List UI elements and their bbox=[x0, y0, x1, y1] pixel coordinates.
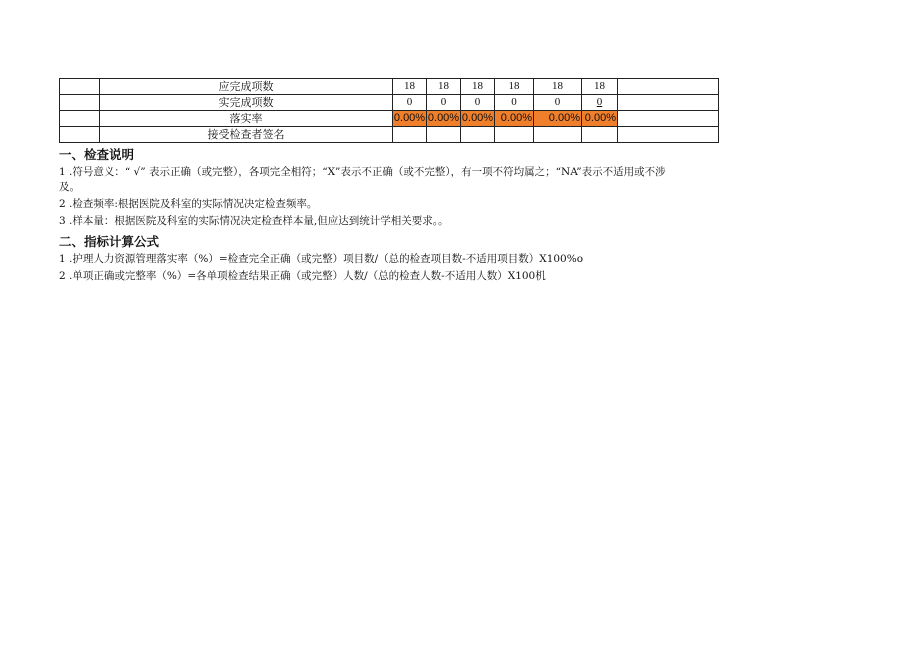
table-cell: 18 bbox=[534, 79, 582, 95]
notes-section bbox=[59, 146, 759, 286]
table-cell bbox=[60, 127, 100, 143]
table-cell bbox=[618, 95, 719, 111]
rate-cell: 0.00% bbox=[427, 111, 461, 127]
signature-cell[interactable] bbox=[495, 127, 534, 143]
signature-cell[interactable] bbox=[461, 127, 495, 143]
table-cell bbox=[618, 79, 719, 95]
table-cell bbox=[60, 79, 100, 95]
note-item: 3 .样本量：根据医院及科室的实际情况决定检查样本量,但应达到统计学相关要求。。 bbox=[59, 215, 449, 227]
table-cell: 18 bbox=[427, 79, 461, 95]
table-cell: 0 bbox=[495, 95, 534, 111]
rate-cell: 0.00% bbox=[534, 111, 582, 127]
rate-cell: 0.00% bbox=[582, 111, 618, 127]
table-row-signature bbox=[60, 127, 719, 143]
signature-cell[interactable] bbox=[582, 127, 618, 143]
table-cell: 18 bbox=[495, 79, 534, 95]
table-cell: 0 bbox=[427, 95, 461, 111]
section-heading-formulas: 二、指标计算公式 bbox=[59, 234, 160, 249]
rate-cell: 0.00% bbox=[393, 111, 427, 127]
table-cell bbox=[618, 111, 719, 127]
formula-item: 2 .单项正确或完整率（%）=各单项检查结果正确（或完整）人数/（总的检查人数-不适用人数）X100机 bbox=[59, 270, 546, 282]
table-cell: 0 bbox=[582, 95, 618, 111]
row-label: 应完成项数 bbox=[100, 79, 393, 95]
note-item: 1 .符号意义：“ √” 表示正确（或完整），各项完全相符；“X”表示不正确（或不完整），有一项不符均属之；“NA”表示不适用或不涉及。 bbox=[59, 166, 666, 193]
table-cell: 18 bbox=[582, 79, 618, 95]
table-row-due-items bbox=[60, 79, 719, 95]
rate-cell: 0.00% bbox=[461, 111, 495, 127]
table-cell: 18 bbox=[393, 79, 427, 95]
section-heading-inspection-notes: 一、检查说明 bbox=[59, 147, 135, 162]
signature-cell[interactable] bbox=[534, 127, 582, 143]
table-cell bbox=[60, 111, 100, 127]
signature-cell[interactable] bbox=[393, 127, 427, 143]
signature-cell[interactable] bbox=[618, 127, 719, 143]
table-cell: 0 bbox=[393, 95, 427, 111]
row-label: 落实率 bbox=[100, 111, 393, 127]
signature-cell[interactable] bbox=[427, 127, 461, 143]
table-row-done-items bbox=[60, 95, 719, 111]
table-cell: 0 bbox=[461, 95, 495, 111]
rate-cell: 0.00% bbox=[495, 111, 534, 127]
summary-table bbox=[59, 78, 719, 143]
row-label: 接受检查者签名 bbox=[100, 127, 393, 143]
table-row-rate bbox=[60, 111, 719, 127]
formula-item: 1 .护理人力资源管理落实率（%）=检查完全正确（或完整）项目数/（总的检查项目数-不适用项目数）X100%o bbox=[59, 253, 584, 265]
note-item: 2 .检查频率:根据医院及科室的实际情况决定检查频率。 bbox=[59, 198, 318, 210]
table-cell: 18 bbox=[461, 79, 495, 95]
table-cell: 0 bbox=[534, 95, 582, 111]
row-label: 实完成项数 bbox=[100, 95, 393, 111]
table-cell bbox=[60, 95, 100, 111]
